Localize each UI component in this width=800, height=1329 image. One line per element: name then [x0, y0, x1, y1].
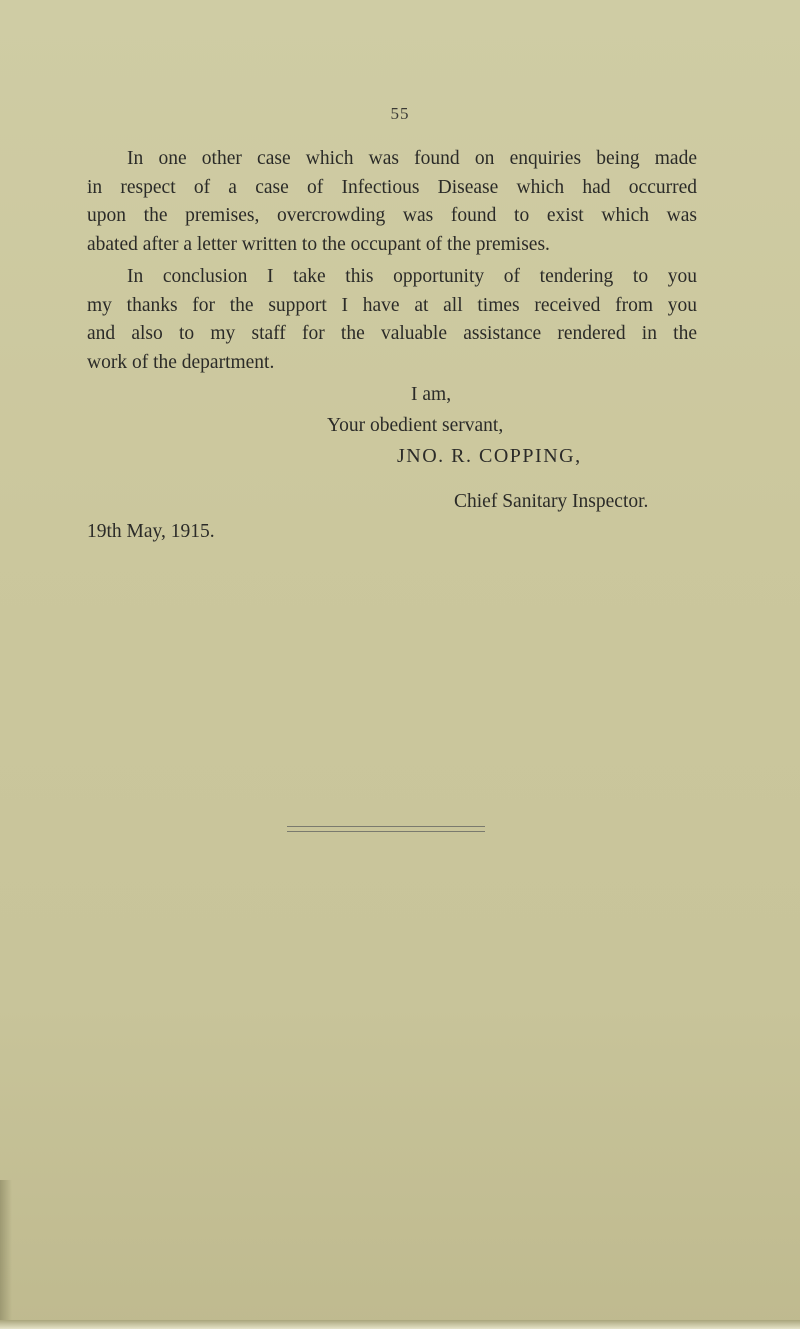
signatory-title: Chief Sanitary Inspector. — [454, 491, 649, 512]
paragraph-line: In conclusion I take this opportunity of tendering to you — [127, 266, 697, 287]
paragraph-line: In one other case which was found on enquiries being made — [127, 148, 697, 169]
paragraph-line: and also to my staff for the valuable assistance rendered in the — [87, 323, 697, 344]
closing-servant: Your obedient servant, — [327, 415, 504, 436]
page-bottom-edge — [0, 1320, 800, 1329]
signatory-name: JNO. R. COPPING, — [397, 445, 582, 467]
paragraph-line: abated after a letter written to the occupant of the premises. — [87, 233, 550, 255]
paragraph-line: upon the premises, overcrowding was found to exist which was — [87, 205, 697, 226]
page-number: 55 — [390, 104, 410, 123]
closing-greeting: I am, — [411, 384, 452, 405]
paragraph-overcrowding — [87, 145, 697, 259]
paragraph-line: in respect of a case of Infectious Disease which had occurred — [87, 176, 697, 198]
letter-date: 19th May, 1915. — [87, 521, 215, 542]
paragraph-line: my thanks for the support I have at all times received from you — [87, 294, 697, 316]
paragraph-line: work of the department. — [87, 351, 275, 373]
page-edge-shadow — [0, 1180, 12, 1329]
section-divider — [287, 826, 485, 832]
paragraph-conclusion — [87, 263, 697, 377]
